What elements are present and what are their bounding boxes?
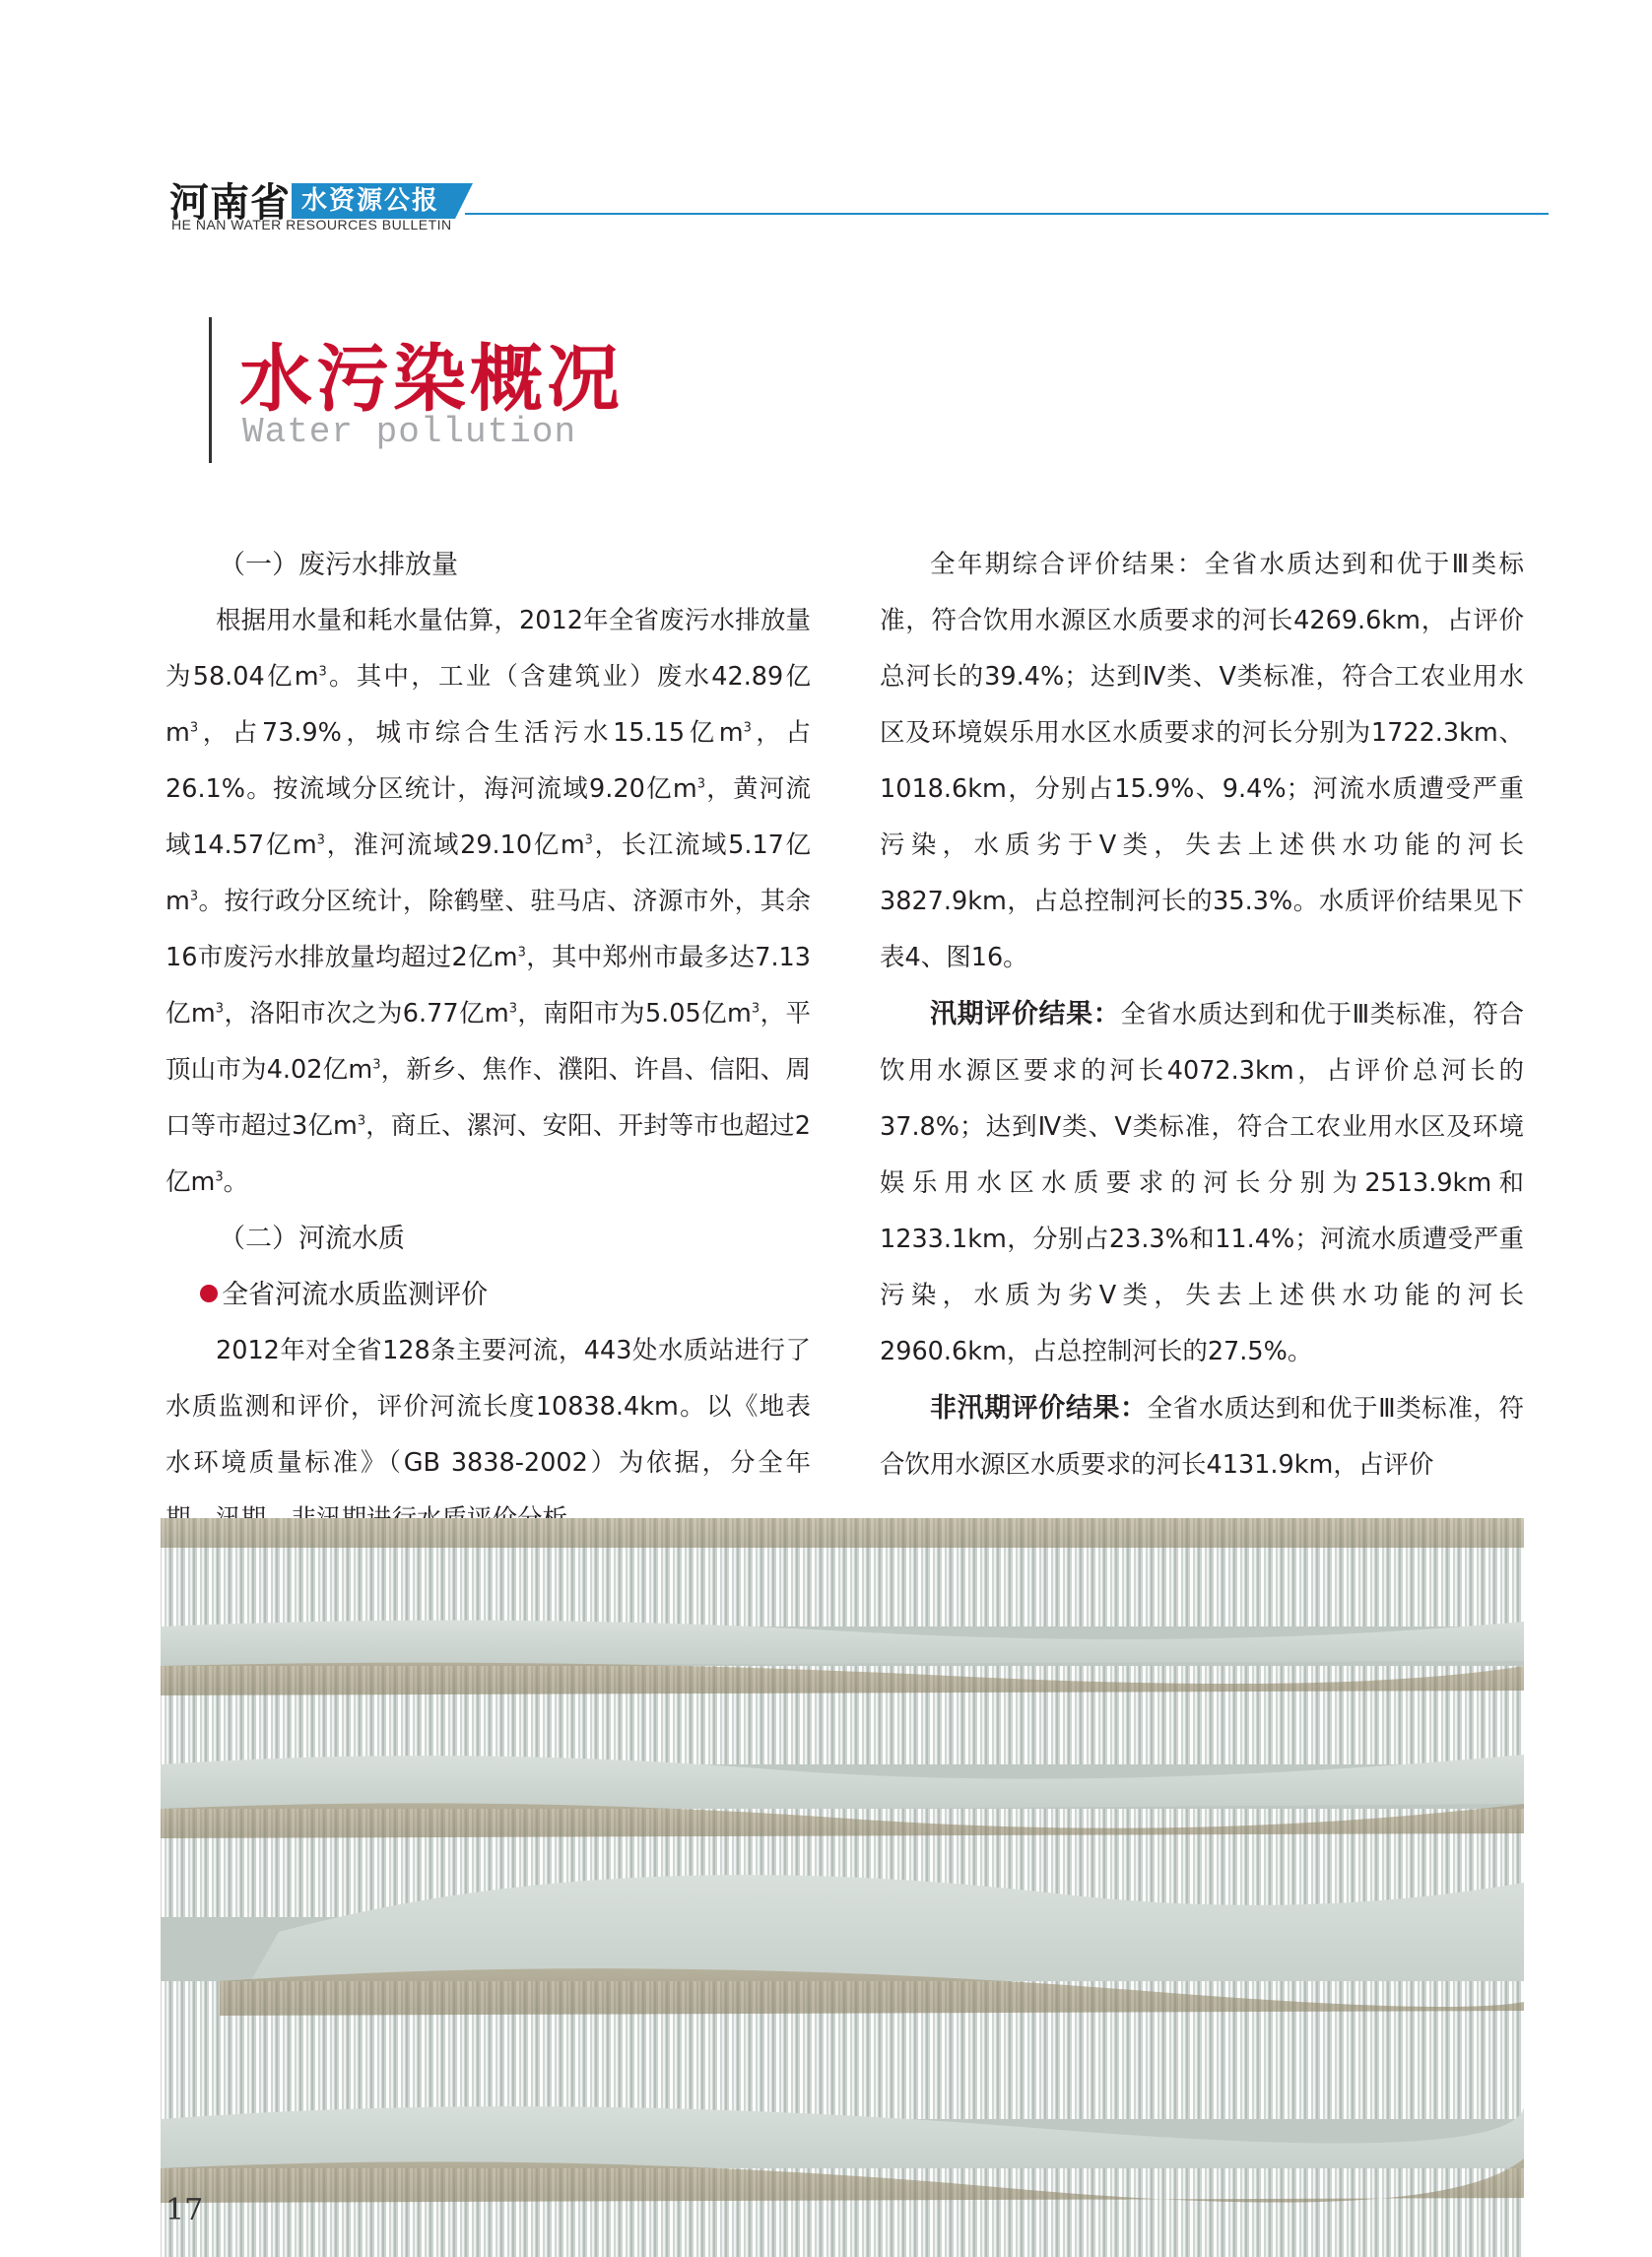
- masthead-rule: [465, 213, 1549, 215]
- heading-river-quality: （二）河流水质: [219, 1224, 405, 1254]
- left-column: [165, 537, 811, 1548]
- section-title-english: Water pollution: [242, 412, 577, 452]
- label-flood-season: 汛期评价结果：: [930, 999, 1121, 1029]
- masthead-badge: 水资源公报: [292, 183, 455, 219]
- terraced-waterfall-photo: [161, 1518, 1524, 2257]
- masthead-subtitle: HE NAN WATER RESOURCES BULLETIN: [171, 217, 452, 232]
- page-number: 17: [165, 2193, 204, 2227]
- label-non-flood-season: 非汛期评价结果：: [930, 1393, 1148, 1424]
- paragraph-monitoring: 2012年对全省128条主要河流，443处水质站进行了水质监测和评价，评价河流长度10838.4km。以《地表水环境质量标准》（GB 3838-2002）为依据，分全年: [165, 1336, 811, 1478]
- paragraph-wastewater: 根据用水量和耗水量估算，2012年全省废污水排放量为58.04亿$m^3$。其中，工业（含建筑业）废水42.89亿$m^3$，占73.9%，城市综合生活污水15.15亿$m^3$，占26.1%。按流域分区统计，海河流域9.20亿$m^3$，黄河流域14.57亿$m^3$，淮河流域29.10亿$m^3$，长江流域5.17亿$m^3$。按行政分区统计，除鹤壁、驻马店、济源市外，其余16市废污水排放量均超过2亿$m^3$，其中郑州市最多达7.13亿$m^3$，洛阳市次之为6.77亿$m^3$，南阳市为5.05亿$m^3$，平顶山市为4.02亿$m^3$，新乡、焦作、濮阳、许昌、信阳、周口等市超过3亿$m^3$，商丘、漯河、安阳、开封等市也超过2亿$m^3$。: [165, 606, 812, 1197]
- right-column: [880, 537, 1524, 1494]
- masthead: [169, 167, 1549, 236]
- title-accent-bar: [209, 317, 212, 463]
- masthead-title: 河南省: [169, 179, 291, 226]
- red-bullet-icon: [200, 1285, 218, 1302]
- paragraph-flood-season: 汛期评价结果：全省水质达到和优于Ⅲ类标准，符合饮用水源区要求的河长4072.3km，占评价总河长的37.8%；达到Ⅳ类、Ⅴ类标准，符合工农业用水区及环境娱乐用水区水质要求的河长分别为2513.9km和1233.1km，分别占23.3%和11.4%；河流水质遭受严重污染，水质为劣Ⅴ类，失去上述供水功能的河长2960.6km，占总控制河长的27.5%。: [880, 999, 1525, 1366]
- section-title: 水污染概况: [239, 337, 624, 422]
- paragraph-non-flood-season: 非汛期评价结果：全省水质达到和优于Ⅲ类标准，符合饮用水源区水质要求的河长4131.9km，占评价: [880, 1393, 1524, 1480]
- paragraph-annual-result: 全年期综合评价结果：全省水质达到和优于Ⅲ类标准，符合饮用水源区水质要求的河长4269.6km，占评价总河长的39.4%；达到Ⅳ类、Ⅴ类标准，符合工农业用水区及环境娱乐用水区水质要求的河长分别为1722.3km、1018.6km，分别占15.9%、9.4%；河流水质遭受严重污染，水质劣于Ⅴ类，失去上述供水功能的河长3827.9km，占总控制河长的35.3%。水质评价结果见下表4、图16。: [880, 550, 1524, 972]
- subheading-monitoring: 全省河流水质监测评价: [165, 1267, 811, 1323]
- heading-wastewater: （一）废污水排放量: [219, 550, 458, 580]
